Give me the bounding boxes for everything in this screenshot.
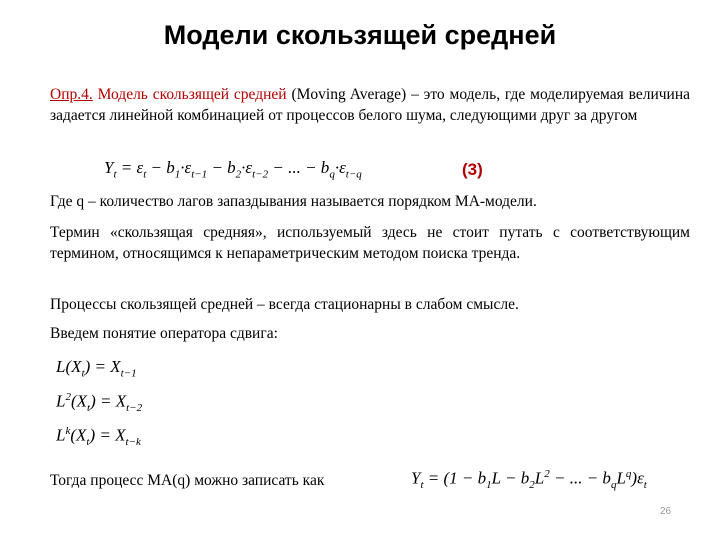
definition-label: Опр.4. <box>50 86 93 103</box>
operator-paragraph: Введем понятие оператора сдвига: <box>50 325 278 342</box>
definition-english: (Moving Average) <box>291 86 407 103</box>
shift-formula-3: $L^k(X_t) = X_{t-k}$ <box>56 425 141 449</box>
final-formula: $Y_t = (1 - b_1L - b_2L^2$ − ... − $b_qL^q)\varepsilon_t$ <box>411 468 647 492</box>
equation-number: (3) <box>462 160 483 179</box>
definition-paragraph <box>50 84 690 126</box>
q-paragraph: Где q – количество лагов запаздывания называется порядком МА-модели. <box>50 193 537 210</box>
term-paragraph: Термин «скользящая средняя», используемый здесь не стоит путать с соответствующим термином, относящимся к непараметрическим методом поиска тренда. <box>50 224 690 262</box>
ma-formula: $Y_t = \varepsilon_t - b_1\cdot\varepsilon_{t-1} - b_2\cdot\varepsilon_{t-2}$ − ... − $b_q\cdot\varepsilon_{t-q}$ <box>104 158 362 181</box>
definition-rest: моделируемая величина задается линейной комбинацией от процессов белого шума, следующими друг за другом <box>50 86 691 124</box>
page-number: 26 <box>660 506 672 517</box>
definition-name: Модель скользящей средней <box>97 86 287 103</box>
slide-title: Модели скользящей средней <box>163 20 557 50</box>
stationary-paragraph: Процессы скользящей средней – всегда стационарны в слабом смысле. <box>50 296 519 313</box>
shift-formula-1: $L(X_t) = X_{t-1}$ <box>56 357 137 380</box>
final-text: Тогда процесс МА(q) можно записать как <box>50 472 325 489</box>
definition-rest-line1: – это модель, где <box>411 86 526 103</box>
shift-formula-2: $L^2(X_t) = X_{t-2}$ <box>56 391 143 415</box>
